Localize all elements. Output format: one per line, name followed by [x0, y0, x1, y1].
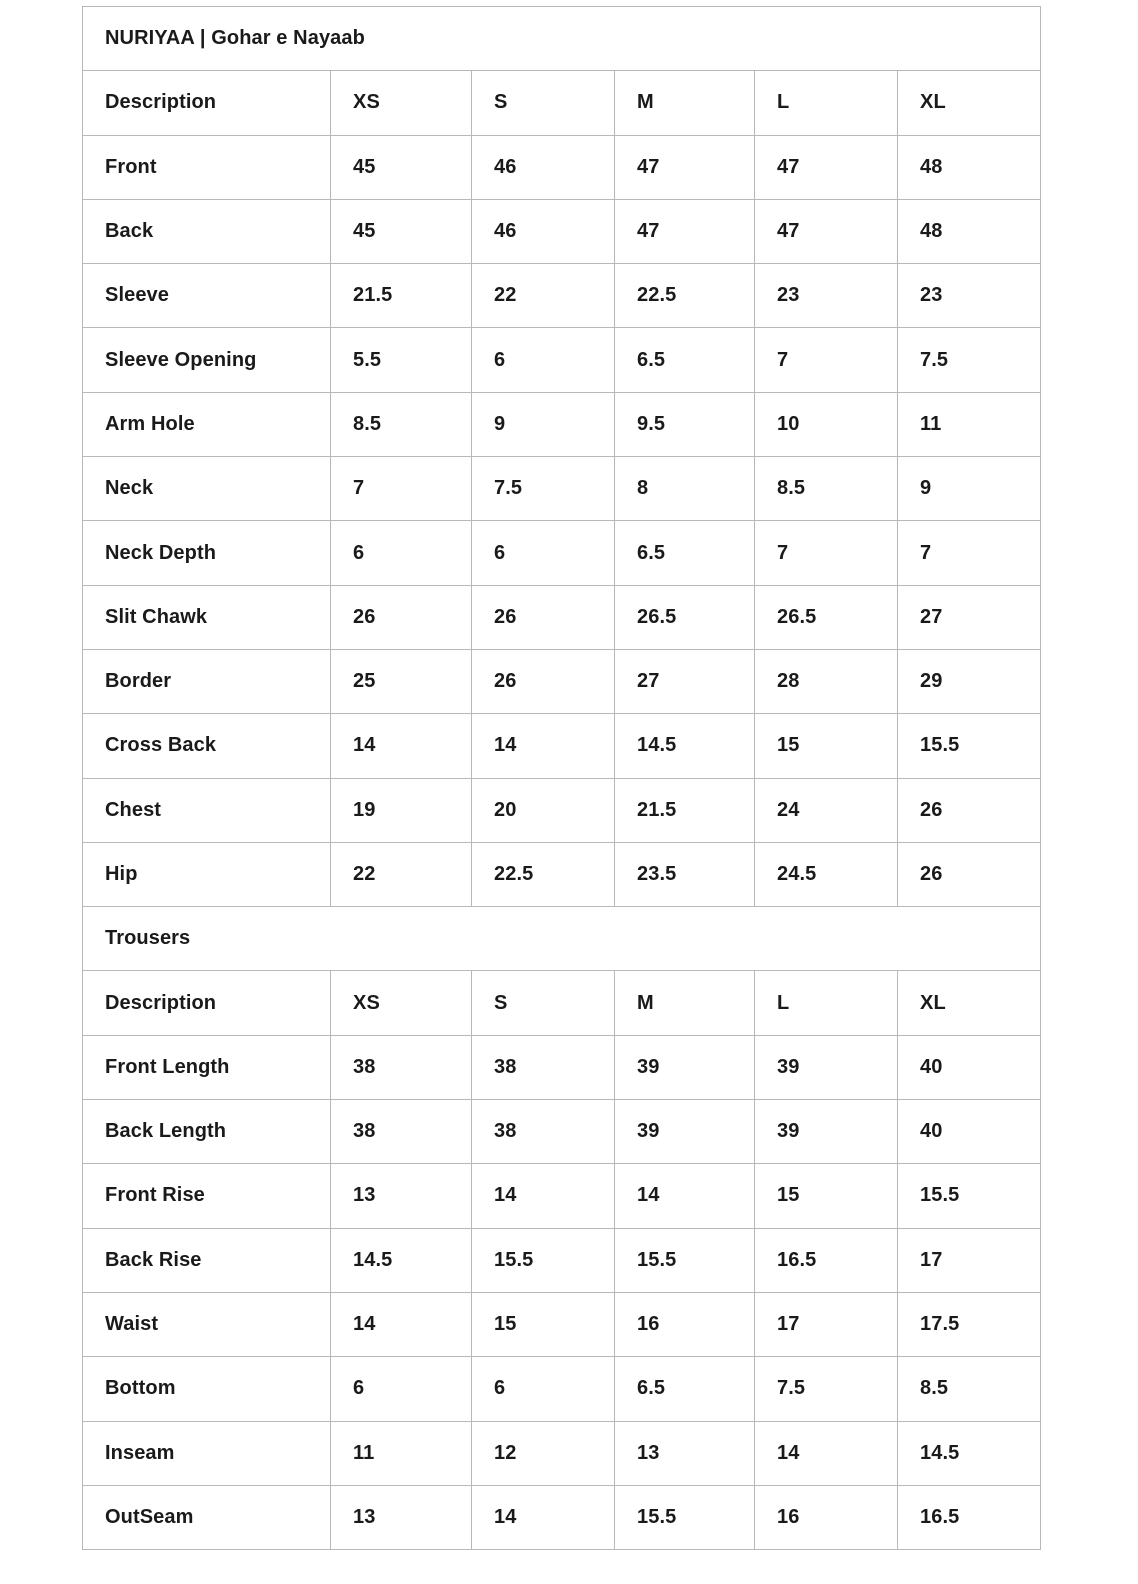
measurement-value: 25 — [331, 649, 472, 713]
header-row — [83, 71, 1041, 135]
measurement-value: 15.5 — [898, 1164, 1041, 1228]
measurement-value: 14 — [472, 1485, 615, 1549]
measurement-value: 26 — [898, 778, 1041, 842]
table-row — [83, 1357, 1041, 1421]
measurement-value: 39 — [755, 1035, 898, 1099]
measurement-value: 11 — [898, 392, 1041, 456]
measurement-value: 13 — [331, 1164, 472, 1228]
table-row — [83, 1292, 1041, 1356]
header-size: XS — [331, 971, 472, 1035]
measurement-value: 7 — [331, 457, 472, 521]
header-size: S — [472, 71, 615, 135]
measurement-value: 14.5 — [898, 1421, 1041, 1485]
measurement-label: Back Rise — [83, 1228, 331, 1292]
measurement-label: Front Length — [83, 1035, 331, 1099]
measurement-label: Hip — [83, 842, 331, 906]
measurement-value: 23 — [898, 264, 1041, 328]
measurement-value: 15.5 — [472, 1228, 615, 1292]
measurement-value: 38 — [472, 1100, 615, 1164]
header-size: M — [615, 71, 755, 135]
measurement-value: 26 — [472, 585, 615, 649]
measurement-value: 46 — [472, 135, 615, 199]
measurement-label: Sleeve Opening — [83, 328, 331, 392]
measurement-value: 6 — [472, 521, 615, 585]
measurement-value: 14 — [472, 714, 615, 778]
measurement-value: 47 — [755, 135, 898, 199]
table-row — [83, 199, 1041, 263]
header-size: S — [472, 971, 615, 1035]
header-description: Description — [83, 71, 331, 135]
header-size: L — [755, 971, 898, 1035]
measurement-value: 9 — [898, 457, 1041, 521]
header-description: Description — [83, 971, 331, 1035]
measurement-value: 16 — [755, 1485, 898, 1549]
measurement-value: 14 — [331, 714, 472, 778]
measurement-value: 16 — [615, 1292, 755, 1356]
measurement-label: Back Length — [83, 1100, 331, 1164]
measurement-value: 6.5 — [615, 521, 755, 585]
measurement-value: 8.5 — [331, 392, 472, 456]
measurement-value: 6 — [472, 1357, 615, 1421]
measurement-value: 26 — [898, 842, 1041, 906]
table-row — [83, 1035, 1041, 1099]
measurement-value: 6 — [472, 328, 615, 392]
measurement-value: 47 — [615, 135, 755, 199]
measurement-value: 6.5 — [615, 328, 755, 392]
table-row — [83, 842, 1041, 906]
measurement-label: Waist — [83, 1292, 331, 1356]
measurement-value: 7 — [898, 521, 1041, 585]
chart-title: NURIYAA | Gohar e Nayaab — [83, 7, 1041, 71]
measurement-value: 16.5 — [898, 1485, 1041, 1549]
measurement-value: 14 — [755, 1421, 898, 1485]
measurement-label: Front Rise — [83, 1164, 331, 1228]
measurement-label: Chest — [83, 778, 331, 842]
header-size: M — [615, 971, 755, 1035]
measurement-value: 8.5 — [898, 1357, 1041, 1421]
header-size: XL — [898, 71, 1041, 135]
measurement-value: 45 — [331, 135, 472, 199]
table-row — [83, 1485, 1041, 1549]
header-size: XS — [331, 71, 472, 135]
measurement-label: Bottom — [83, 1357, 331, 1421]
measurement-value: 21.5 — [615, 778, 755, 842]
section-title-row — [83, 907, 1041, 971]
table-row — [83, 135, 1041, 199]
measurement-value: 26.5 — [755, 585, 898, 649]
measurement-value: 14 — [472, 1164, 615, 1228]
measurement-value: 45 — [331, 199, 472, 263]
measurement-value: 21.5 — [331, 264, 472, 328]
size-chart-body — [83, 7, 1041, 1550]
measurement-value: 26 — [472, 649, 615, 713]
header-size: L — [755, 71, 898, 135]
table-row — [83, 1228, 1041, 1292]
measurement-value: 14 — [615, 1164, 755, 1228]
table-row — [83, 649, 1041, 713]
measurement-value: 47 — [615, 199, 755, 263]
measurement-value: 20 — [472, 778, 615, 842]
header-size: XL — [898, 971, 1041, 1035]
measurement-value: 23.5 — [615, 842, 755, 906]
measurement-value: 7.5 — [472, 457, 615, 521]
measurement-value: 15 — [755, 714, 898, 778]
measurement-label: Border — [83, 649, 331, 713]
measurement-value: 26 — [331, 585, 472, 649]
measurement-value: 10 — [755, 392, 898, 456]
section-title: Trousers — [83, 907, 1041, 971]
measurement-value: 14.5 — [331, 1228, 472, 1292]
measurement-value: 24 — [755, 778, 898, 842]
measurement-value: 46 — [472, 199, 615, 263]
measurement-label: Cross Back — [83, 714, 331, 778]
measurement-value: 40 — [898, 1100, 1041, 1164]
measurement-value: 13 — [615, 1421, 755, 1485]
measurement-value: 22 — [472, 264, 615, 328]
measurement-value: 11 — [331, 1421, 472, 1485]
table-row — [83, 392, 1041, 456]
measurement-value: 15.5 — [615, 1228, 755, 1292]
measurement-value: 7 — [755, 328, 898, 392]
measurement-label: Neck Depth — [83, 521, 331, 585]
measurement-value: 17 — [898, 1228, 1041, 1292]
measurement-value: 9.5 — [615, 392, 755, 456]
measurement-value: 15 — [755, 1164, 898, 1228]
measurement-label: Back — [83, 199, 331, 263]
measurement-value: 47 — [755, 199, 898, 263]
measurement-label: Sleeve — [83, 264, 331, 328]
measurement-value: 7 — [755, 521, 898, 585]
measurement-label: Neck — [83, 457, 331, 521]
measurement-value: 23 — [755, 264, 898, 328]
measurement-value: 16.5 — [755, 1228, 898, 1292]
measurement-value: 14.5 — [615, 714, 755, 778]
table-row — [83, 1100, 1041, 1164]
measurement-value: 27 — [615, 649, 755, 713]
table-row — [83, 778, 1041, 842]
measurement-value: 7.5 — [898, 328, 1041, 392]
table-row — [83, 328, 1041, 392]
measurement-label: Slit Chawk — [83, 585, 331, 649]
table-row — [83, 264, 1041, 328]
measurement-value: 22 — [331, 842, 472, 906]
measurement-value: 6 — [331, 1357, 472, 1421]
measurement-value: 14 — [331, 1292, 472, 1356]
measurement-value: 39 — [755, 1100, 898, 1164]
measurement-value: 38 — [472, 1035, 615, 1099]
table-row — [83, 714, 1041, 778]
measurement-value: 26.5 — [615, 585, 755, 649]
table-row — [83, 521, 1041, 585]
measurement-value: 5.5 — [331, 328, 472, 392]
size-chart-table — [82, 6, 1041, 1550]
measurement-value: 15.5 — [898, 714, 1041, 778]
title-row — [83, 7, 1041, 71]
measurement-value: 38 — [331, 1100, 472, 1164]
measurement-value: 28 — [755, 649, 898, 713]
measurement-label: OutSeam — [83, 1485, 331, 1549]
measurement-value: 24.5 — [755, 842, 898, 906]
measurement-value: 38 — [331, 1035, 472, 1099]
table-row — [83, 457, 1041, 521]
measurement-value: 29 — [898, 649, 1041, 713]
measurement-value: 6.5 — [615, 1357, 755, 1421]
measurement-value: 22.5 — [615, 264, 755, 328]
measurement-label: Inseam — [83, 1421, 331, 1485]
measurement-value: 22.5 — [472, 842, 615, 906]
measurement-value: 9 — [472, 392, 615, 456]
table-row — [83, 585, 1041, 649]
measurement-value: 19 — [331, 778, 472, 842]
measurement-value: 8 — [615, 457, 755, 521]
measurement-value: 15.5 — [615, 1485, 755, 1549]
measurement-value: 17.5 — [898, 1292, 1041, 1356]
measurement-value: 13 — [331, 1485, 472, 1549]
measurement-value: 27 — [898, 585, 1041, 649]
measurement-value: 17 — [755, 1292, 898, 1356]
header-row — [83, 971, 1041, 1035]
measurement-label: Arm Hole — [83, 392, 331, 456]
measurement-value: 40 — [898, 1035, 1041, 1099]
measurement-value: 39 — [615, 1100, 755, 1164]
measurement-value: 15 — [472, 1292, 615, 1356]
measurement-value: 12 — [472, 1421, 615, 1485]
measurement-value: 48 — [898, 199, 1041, 263]
measurement-value: 48 — [898, 135, 1041, 199]
table-row — [83, 1421, 1041, 1485]
measurement-value: 8.5 — [755, 457, 898, 521]
measurement-label: Front — [83, 135, 331, 199]
measurement-value: 39 — [615, 1035, 755, 1099]
measurement-value: 6 — [331, 521, 472, 585]
measurement-value: 7.5 — [755, 1357, 898, 1421]
table-row — [83, 1164, 1041, 1228]
